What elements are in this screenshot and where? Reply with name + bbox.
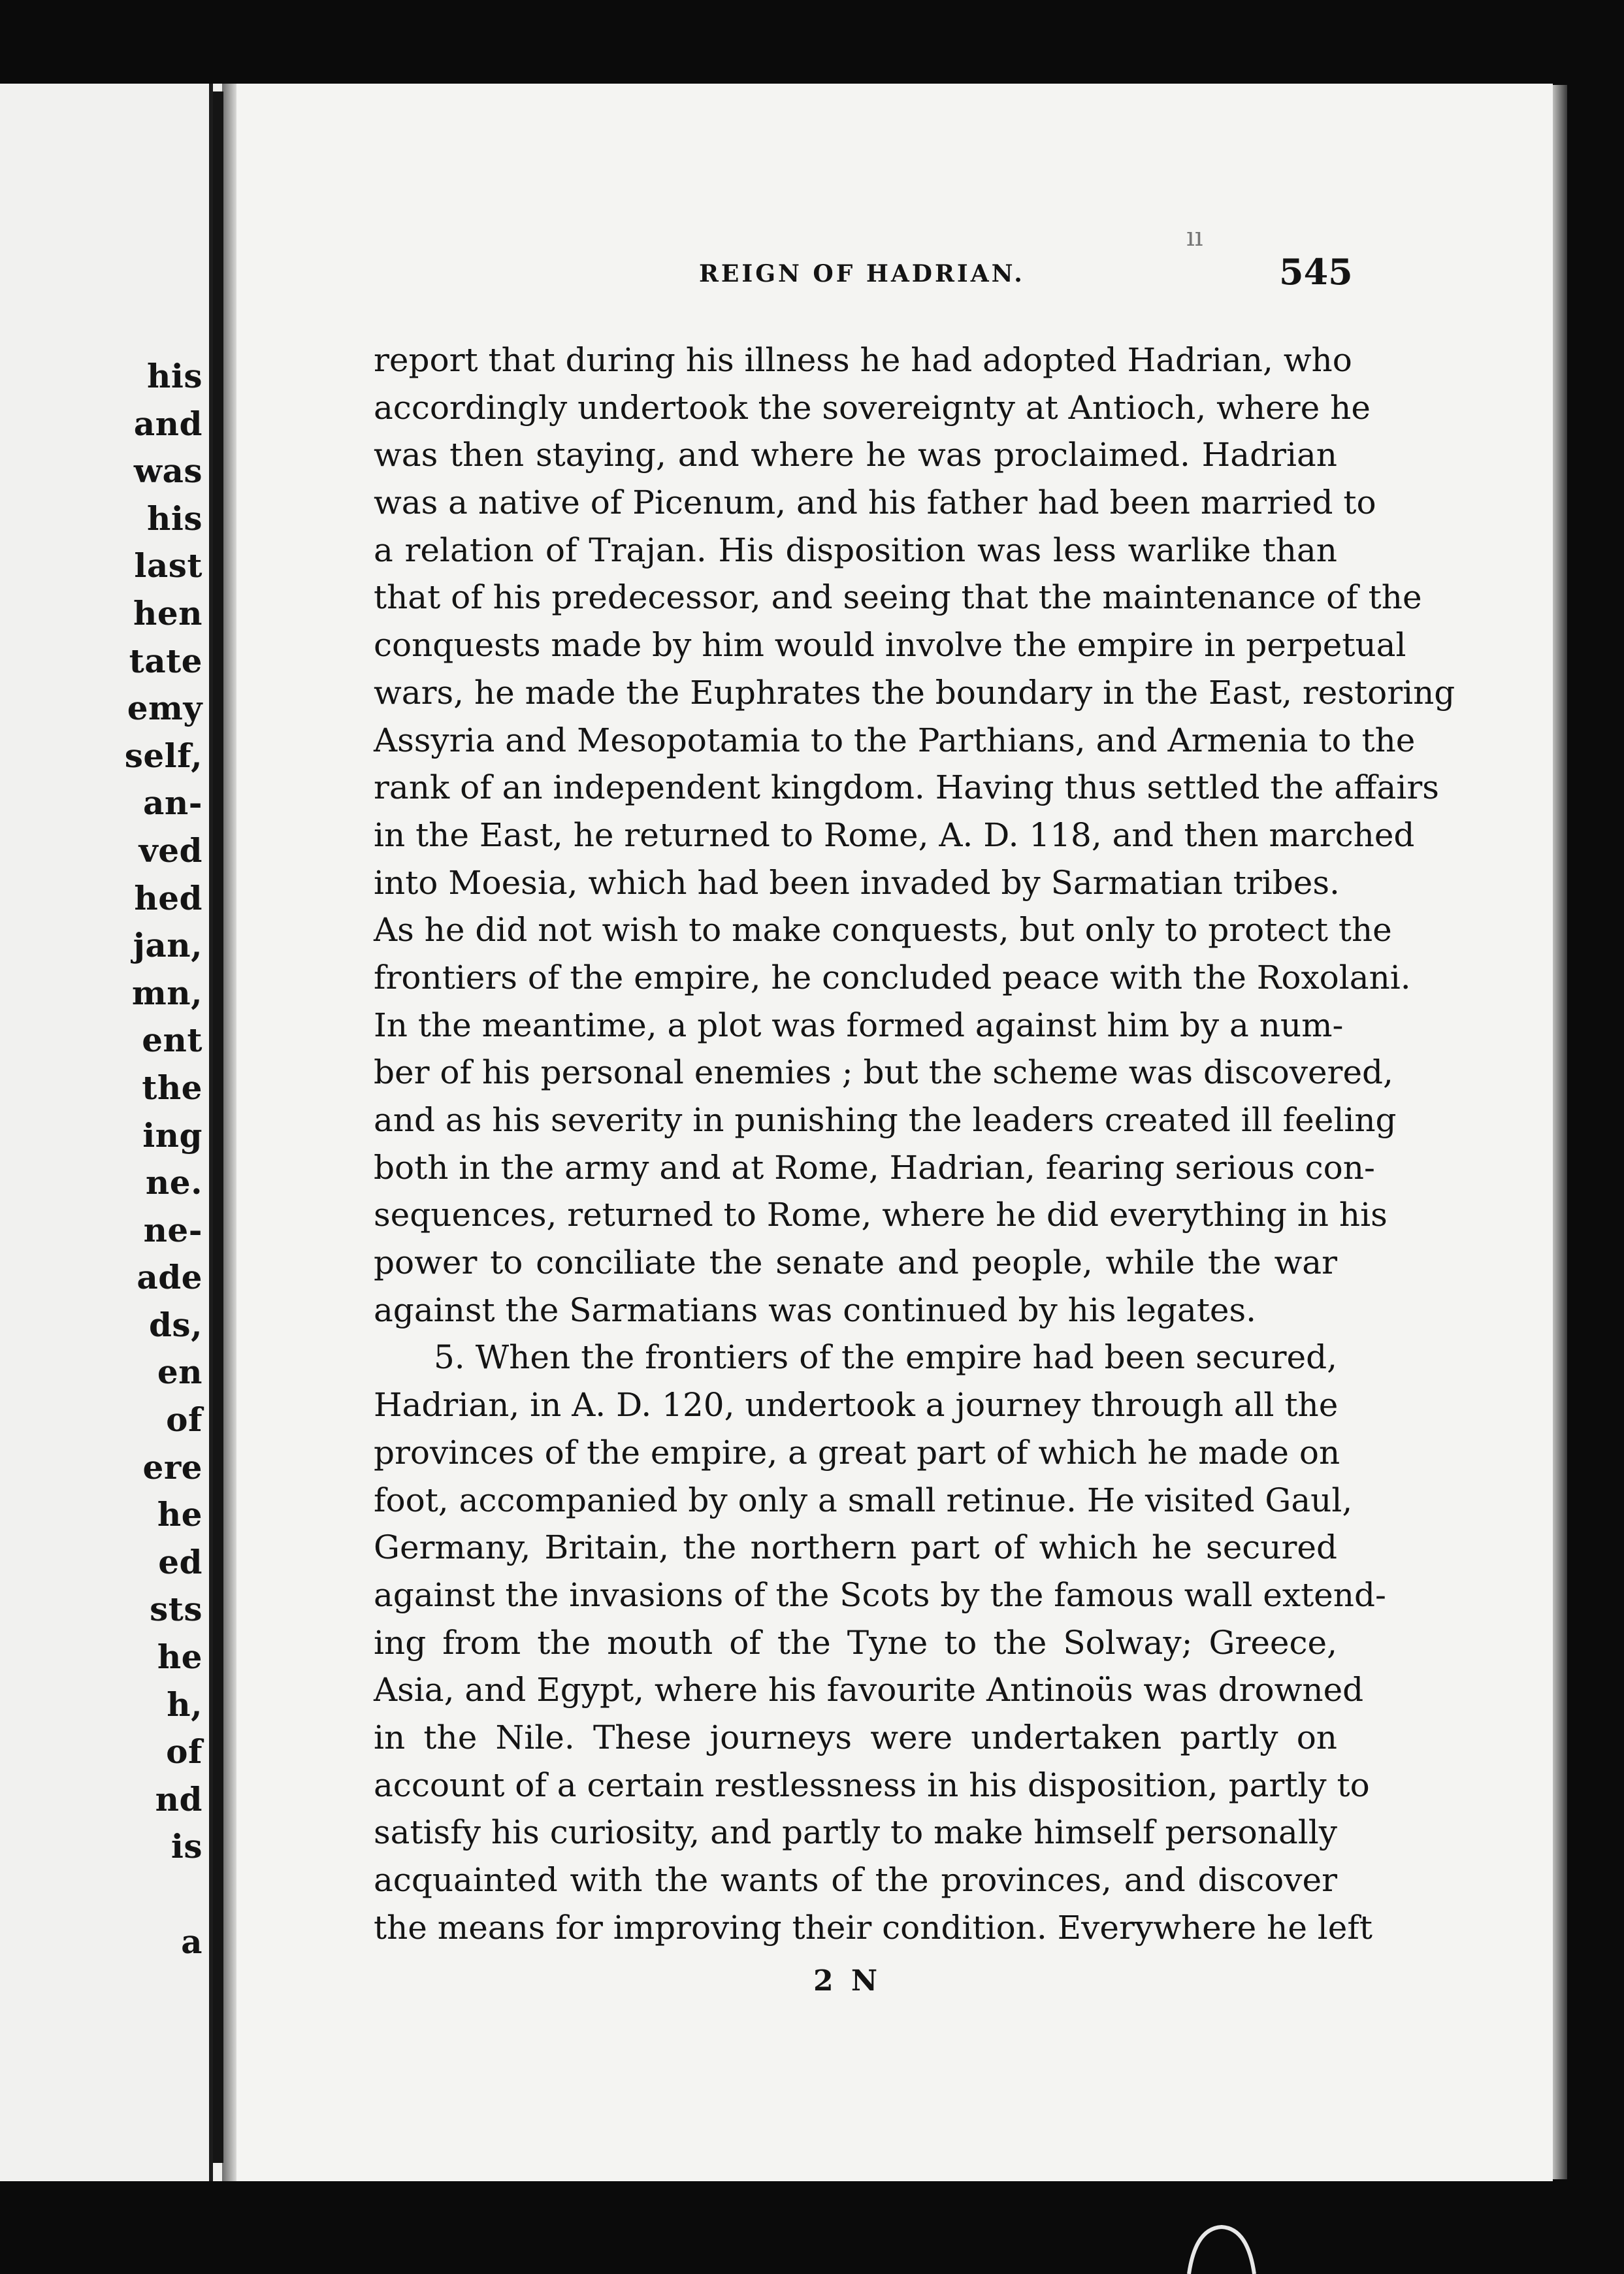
margin-tick-mark: ıı xyxy=(1186,222,1203,252)
signature-mark: 2 N xyxy=(813,1964,882,1998)
right-page-edge xyxy=(1553,85,1567,2179)
text-line: in the East, he returned to Rome, A. D. 118, and then marched xyxy=(374,816,1415,854)
running-head xyxy=(0,251,1624,299)
text-line: In the meantime, a plot was formed against him by a num- xyxy=(374,1006,1344,1044)
text-line: foot, accompanied by only a small retinue. He visited Gaul, xyxy=(374,1481,1353,1519)
text-line: wars, he made the Euphrates the boundary in the East, restoring xyxy=(374,673,1455,712)
left-page-fragment: last xyxy=(134,546,203,585)
left-page-fragment: and xyxy=(133,404,203,443)
text-line: was a native of Picenum, and his father had been married to xyxy=(374,484,1376,522)
left-page-fragment: the xyxy=(142,1068,203,1107)
left-page-fragment: h, xyxy=(167,1685,203,1724)
left-page-fragment xyxy=(125,1871,203,1919)
text-line: 5. When the frontiers of the empire had been secured, xyxy=(434,1338,1337,1377)
text-line: As he did not wish to make conquests, but only to protect the xyxy=(374,911,1392,949)
text-line: acquainted with the wants of the provinces, and discover xyxy=(374,1861,1337,1899)
left-page-fragment: ent xyxy=(142,1021,203,1060)
left-page-fragment: was xyxy=(133,452,203,491)
left-page-fragment: of xyxy=(166,1732,203,1771)
left-page-fragment: ne- xyxy=(143,1210,203,1249)
page-clip-outline xyxy=(1182,2222,1261,2274)
left-page-fragment: nd xyxy=(155,1779,203,1819)
text-line: power to conciliate the senate and people, while the war xyxy=(374,1244,1337,1282)
left-page-fragment: ade xyxy=(137,1258,203,1297)
left-page-fragment: ere xyxy=(142,1447,203,1487)
text-line: report that during his illness he had adopted Hadrian, who xyxy=(374,341,1352,379)
left-page-fragment: ved xyxy=(138,831,203,870)
text-line: rank of an independent kingdom. Having thus settled the affairs xyxy=(374,768,1439,807)
left-page-fragment: a xyxy=(181,1922,203,1961)
text-line: ing from the mouth of the Tyne to the Solway; Greece, xyxy=(374,1623,1337,1662)
text-line: Germany, Britain, the northern part of which he secured xyxy=(374,1528,1337,1567)
text-line: Asia, and Egypt, where his favourite Antinoüs was drowned xyxy=(374,1671,1364,1709)
text-line: Assyria and Mesopotamia to the Parthians, and Armenia to the xyxy=(374,721,1416,759)
book-spine xyxy=(213,91,223,2163)
left-page-fragment: an- xyxy=(142,783,203,823)
left-page-fragment: en xyxy=(157,1353,203,1392)
left-page-fragment: hen xyxy=(133,593,203,633)
left-page-fragment: ds, xyxy=(148,1305,203,1344)
left-page xyxy=(0,84,222,2181)
text-line: and as his severity in punishing the leaders created ill feeling xyxy=(374,1101,1397,1139)
text-line: frontiers of the empire, he concluded peace with the Roxolani. xyxy=(374,958,1411,997)
text-line: provinces of the empire, a great part of which he made on xyxy=(374,1433,1340,1472)
left-page-fragment: sts xyxy=(150,1590,203,1629)
left-page-fragment: self, xyxy=(124,736,203,775)
left-page-fragments xyxy=(125,353,203,1966)
left-page-fragment: is xyxy=(171,1827,203,1866)
left-page-fragment: tate xyxy=(129,641,203,680)
body-text xyxy=(374,337,1455,1951)
left-page-fragment: he xyxy=(157,1495,203,1534)
text-line: accordingly undertook the sovereignty at Antioch, where he xyxy=(374,388,1371,427)
text-line: the means for improving their condition. Everywhere he left xyxy=(374,1908,1372,1947)
text-line: conquests made by him would involve the empire in perpetual xyxy=(374,626,1406,665)
text-line: satisfy his curiosity, and partly to make himself personally xyxy=(374,1813,1337,1852)
left-page-fragment: ed xyxy=(158,1542,203,1581)
left-page-fragment: mn, xyxy=(131,973,203,1012)
running-head-title: REIGN OF HADRIAN. xyxy=(699,260,1025,288)
page-number: 545 xyxy=(1279,251,1353,293)
text-line: against the Sarmatians was continued by his legates. xyxy=(374,1291,1257,1329)
text-line: both in the army and at Rome, Hadrian, fearing serious con- xyxy=(374,1148,1375,1187)
text-line: against the invasions of the Scots by the famous wall extend- xyxy=(374,1575,1386,1614)
text-line: Hadrian, in A. D. 120, undertook a journey through all the xyxy=(374,1386,1339,1425)
left-page-fragment: emy xyxy=(127,689,203,728)
text-line: a relation of Trajan. His disposition was less warlike than xyxy=(374,531,1337,569)
text-line: that of his predecessor, and seeing that the maintenance of the xyxy=(374,578,1422,617)
text-line: ber of his personal enemies ; but the scheme was discovered, xyxy=(374,1053,1393,1092)
left-page-fragment: he xyxy=(157,1638,203,1677)
text-line: was then staying, and where he was proclaimed. Hadrian xyxy=(374,436,1337,474)
text-line: into Moesia, which had been invaded by Sarmatian tribes. xyxy=(374,863,1340,902)
text-line: account of a certain restlessness in his disposition, partly to xyxy=(374,1766,1370,1804)
left-page-fragment: hed xyxy=(134,878,203,917)
text-line: sequences, returned to Rome, where he did everything in his xyxy=(374,1196,1388,1234)
left-page-fragment: ing xyxy=(142,1115,203,1155)
left-page-fragment: his xyxy=(147,357,203,395)
left-page-fragment: of xyxy=(166,1400,203,1440)
left-page-fragment: his xyxy=(147,499,203,538)
left-page-fragment: ne. xyxy=(145,1163,203,1202)
book-gutter xyxy=(222,84,236,2181)
text-line: in the Nile. These journeys were undertaken partly on xyxy=(374,1718,1337,1756)
left-page-fragment: jan, xyxy=(133,926,203,965)
